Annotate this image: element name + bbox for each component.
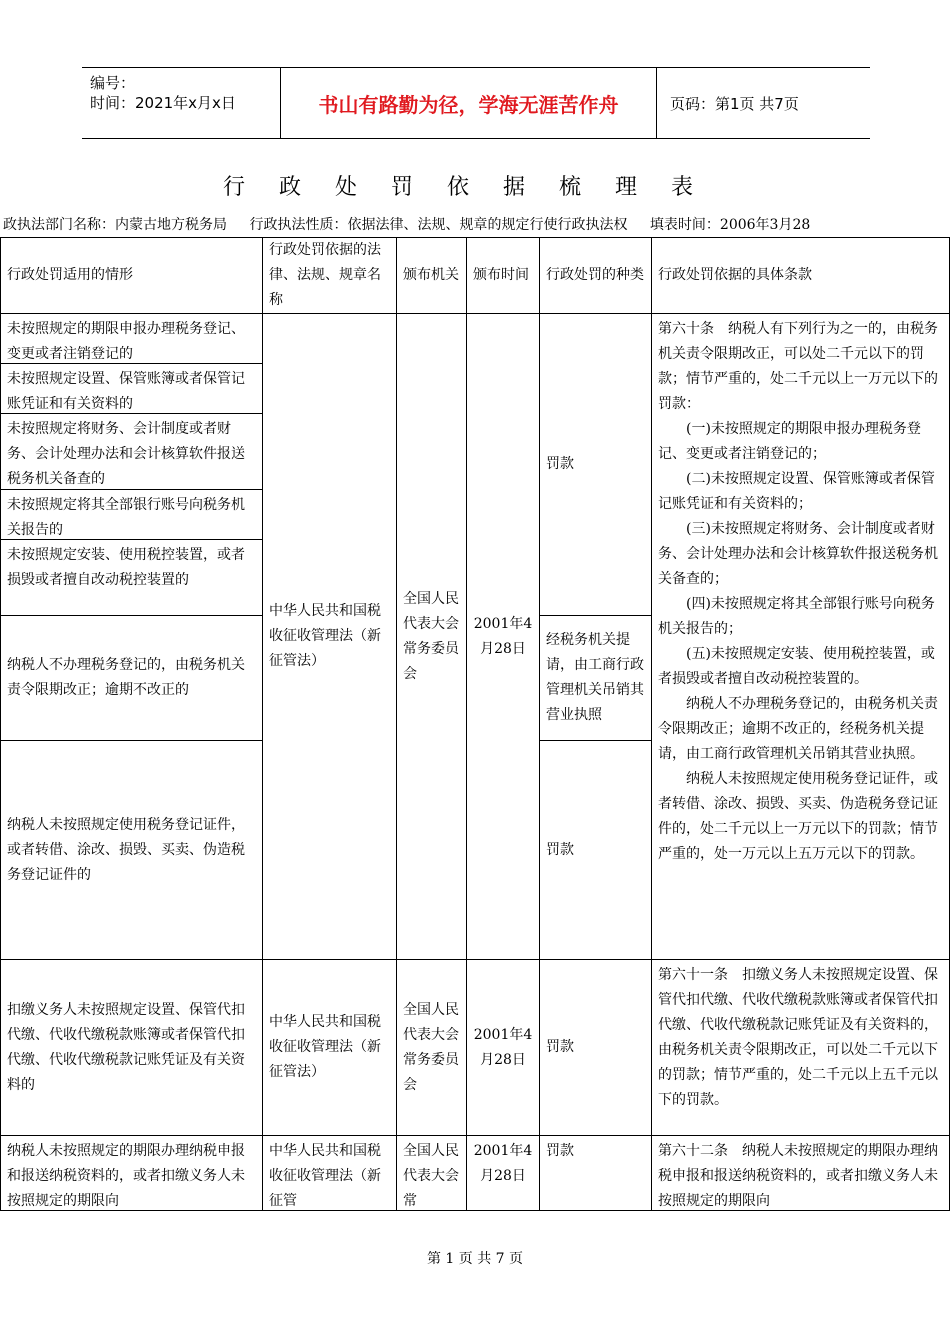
number-label: 编号：: [90, 74, 136, 92]
article-paragraph: 纳税人未按照规定使用税务登记证件，或者转借、涂改、损毁、买卖、伪造税务登记证件的，处二千元以上一万元以下的罚款；情节严重的，处一万元以上五万元以下的罚款。: [658, 771, 938, 862]
law-cell: 中华人民共和国税收征收管理法（新征管法）: [262, 959, 397, 1136]
article-paragraph: 第六十条 纳税人有下列行为之一的，由税务机关责令限期改正，可以处二千元以下的罚款；情节严重的，处二千元以上一万元以下的罚款：: [658, 321, 938, 412]
date-cell: 2001年4月28日: [466, 959, 540, 1136]
penalty-type-cell: 经税务机关提请，由工商行政管理机关吊销其营业执照: [539, 615, 652, 741]
document-meta: [3, 214, 828, 234]
meta-dept: 政执法部门名称：内蒙古地方税务局: [3, 217, 227, 233]
situation-cell: 未按照规定的期限申报办理税务登记、变更或者注销登记的: [0, 313, 263, 364]
date-label: 时间：2021年x月x日: [90, 94, 236, 112]
page-header: [82, 67, 870, 139]
col-header-authority: 颁布机关: [396, 237, 467, 314]
motto-text: 书山有路勤为径，学海无涯苦作舟: [318, 92, 619, 117]
article-paragraph: (五)未按照规定安装、使用税控装置，或者损毁或者擅自改动税控装置的。: [658, 646, 935, 687]
meta-nature: 行政执法性质：依据法律、法规、规章的规定行使行政执法权: [249, 217, 628, 233]
header-motto: [281, 68, 657, 138]
header-info: [82, 68, 281, 138]
situation-cell: 未按照规定将其全部银行账号向税务机关报告的: [0, 489, 263, 540]
col-header-article: 行政处罚依据的具体条款: [651, 237, 950, 314]
article-cell: 第六十二条 纳税人未按照规定的期限办理纳税申报和报送纳税资料的，或者扣缴义务人未按照规定的期限向: [651, 1135, 950, 1211]
situation-cell: 未按照规定安装、使用税控装置，或者损毁或者擅自改动税控装置的: [0, 539, 263, 616]
law-cell: 中华人民共和国税收征收管理法（新征管法）: [262, 313, 397, 960]
page-footer: 第 1 页 共 7 页: [426, 1251, 524, 1267]
article-paragraph: 纳税人不办理税务登记的，由税务机关责令限期改正；逾期不改正的，经税务机关提请，由工商行政管理机关吊销其营业执照。: [658, 696, 938, 762]
authority-cell: 全国人民代表大会常务委员会: [396, 959, 467, 1136]
article-paragraph: (四)未按照规定将其全部银行账号向税务机关报告的；: [658, 596, 935, 637]
situation-cell: 扣缴义务人未按照规定设置、保管代扣代缴、代收代缴税款账簿或者保管代扣代缴、代收代缴税款记账凭证及有关资料的: [0, 959, 263, 1136]
penalty-type-cell: 罚款: [539, 313, 652, 616]
col-header-date: 颁布时间: [466, 237, 540, 314]
article-paragraph: (一)未按照规定的期限申报办理税务登记、变更或者注销登记的；: [658, 421, 921, 462]
penalty-type-cell: 罚款: [539, 740, 652, 960]
law-cell: 中华人民共和国税收征收管理法（新征管: [262, 1135, 397, 1211]
article-paragraph: (二)未按照规定设置、保管账簿或者保管记账凭证和有关资料的；: [658, 471, 935, 512]
date-cell: 2001年4月28日: [466, 313, 540, 960]
document-title: 行政处罚依据梳理表: [222, 175, 727, 200]
header-page: [664, 68, 870, 138]
situation-cell: 未按照规定设置、保管账簿或者保管记账凭证和有关资料的: [0, 363, 263, 414]
article-cell: [651, 313, 950, 960]
situation-cell: 纳税人不办理税务登记的，由税务机关责令限期改正；逾期不改正的: [0, 615, 263, 741]
penalty-type-cell: 罚款: [539, 1135, 652, 1211]
meta-date: 填表时间：2006年3月28: [649, 217, 811, 233]
situation-cell: 未按照规定将财务、会计制度或者财务、会计处理办法和会计核算软件报送税务机关备查的: [0, 413, 263, 490]
col-header-situation: 行政处罚适用的情形: [0, 237, 263, 314]
authority-cell: 全国人民代表大会常: [396, 1135, 467, 1211]
date-cell: 2001年4月28日: [466, 1135, 540, 1211]
col-header-law: 行政处罚依据的法律、法规、规章名称: [262, 237, 397, 314]
article-cell: 第六十一条 扣缴义务人未按照规定设置、保管代扣代缴、代收代缴税款账簿或者保管代扣代缴、代收代缴税款记账凭证及有关资料的，由税务机关责令限期改正，可以处二千元以下的罚款；情节严重的，处二千元以上五千元以下的罚款。: [651, 959, 950, 1136]
article-paragraph: (三)未按照规定将财务、会计制度或者财务、会计处理办法和会计核算软件报送税务机关备查的；: [658, 521, 938, 587]
col-header-type: 行政处罚的种类: [539, 237, 652, 314]
page-label: 页码：第1页 共7页: [670, 94, 799, 113]
penalty-type-cell: 罚款: [539, 959, 652, 1136]
authority-cell: 全国人民代表大会常务委员会: [396, 313, 467, 960]
situation-cell: 纳税人未按照规定使用税务登记证件，或者转借、涂改、损毁、买卖、伪造税务登记证件的: [0, 740, 263, 960]
situation-cell: 纳税人未按照规定的期限办理纳税申报和报送纳税资料的，或者扣缴义务人未按照规定的期限向: [0, 1135, 263, 1211]
